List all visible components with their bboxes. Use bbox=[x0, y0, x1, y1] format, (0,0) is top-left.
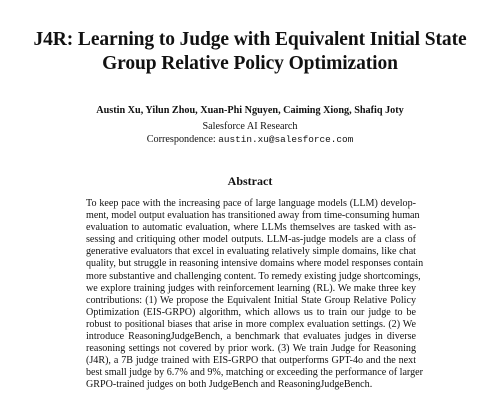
abstract-heading: Abstract bbox=[227, 174, 273, 188]
abstract-line: contributions: (1) We propose the Equivalent Initial State Group Relative Policy bbox=[86, 294, 416, 306]
abstract-line: more substantive and challenging content. To remedy existing judge shortcomings, bbox=[86, 270, 421, 282]
abstract-line: best small judge by 6.7% and 9%, matching or exceeding the performance of larger bbox=[86, 367, 423, 379]
correspondence bbox=[20, 133, 480, 146]
abstract-line: introduce ReasoningJudgeBench, a benchmark that evaluates judges in diverse bbox=[86, 331, 416, 343]
author-list: Austin Xu, Yilun Zhou, Xuan-Phi Nguyen, Caiming Xiong, Shafiq Joty bbox=[96, 105, 404, 116]
abstract-line: To keep pace with the increasing pace of large language models (LLM) develop- bbox=[86, 198, 416, 209]
affiliation: Salesforce AI Research bbox=[202, 121, 298, 132]
abstract-line: we explore training judges with reinforcement learning (RL). We make three key bbox=[86, 282, 416, 294]
paper-title bbox=[20, 28, 480, 76]
abstract-line: robust to positional biases that arise in more complex evaluation settings. (2) We bbox=[86, 318, 416, 330]
abstract-line: evaluation to automatic evaluation, where LLMs themselves are tasked with as- bbox=[86, 222, 416, 234]
abstract-line: Optimization (EIS-GRPO) algorithm, which allows us to train our judge to be bbox=[86, 306, 416, 318]
correspondence-email[interactable]: austin.xu@salesforce.com bbox=[218, 134, 354, 145]
abstract-line: quality, but struggle in reasoning intensive domains where model responses contain bbox=[86, 258, 424, 270]
abstract-line: generative evaluators that excel in evaluating relatively simple domains, like chat bbox=[86, 246, 416, 258]
abstract-line: reasoning settings not covered by prior work. (3) We train Judge for Reasoning bbox=[86, 343, 416, 355]
abstract-line: ment, model output evaluation has transitioned away from time-consuming human bbox=[86, 210, 420, 222]
abstract-line: sessing and critiquing other model outputs. LLM-as-judge models are a class of bbox=[86, 234, 416, 246]
abstract-line: (J4R), a 7B judge trained with EIS-GRPO that outperforms GPT-4o and the next bbox=[86, 355, 416, 367]
correspondence-label: Correspondence: bbox=[146, 134, 216, 145]
abstract-line: GRPO-trained judges on both JudgeBench and ReasoningJudgeBench. bbox=[86, 379, 373, 391]
title-line-1: J4R: Learning to Judge with Equivalent Initial State bbox=[33, 29, 467, 50]
title-line-2: Group Relative Policy Optimization bbox=[102, 53, 398, 74]
abstract-body bbox=[86, 198, 424, 392]
